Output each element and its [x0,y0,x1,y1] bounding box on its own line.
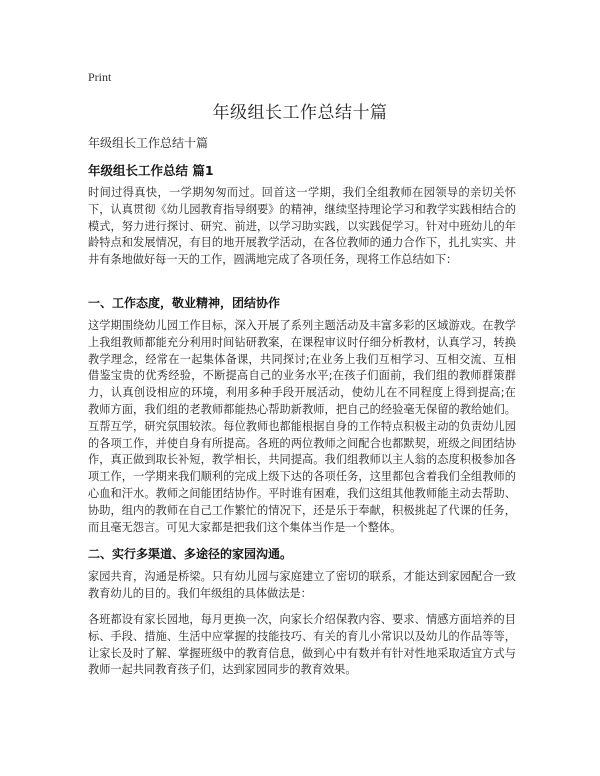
print-label[interactable]: Print [88,70,112,84]
section-title: 年级组长工作总结 篇1 [88,163,214,178]
home-communication-paragraph: 家园共育，沟通是桥梁。只有幼儿园与家庭建立了密切的联系，才能达到家园配合一致教育幼儿的目的。我们年级组的具体做法是： [88,570,516,600]
heading-home-communication: 二、实行多渠道、多途径的家园沟通。 [88,547,293,561]
parent-board-paragraph: 各班都设有家长园地，每月更换一次，向家长介绍保教内容、要求、情感方面培养的目标、手段、措施、生活中应掌握的技能技巧、有关的育儿小常识以及幼儿的作品等等，让家长及时了解、掌握班级中的教育信息，做到心中有数并有针对性地采取适宜方式与教师一起共同教育孩子们，达到家园同步的教育效果。 [88,613,516,677]
heading-work-attitude: 一、工作态度，敬业精神，团结协作 [88,296,281,310]
work-attitude-paragraph: 这学期围绕幼儿园工作目标，深入开展了系列主题活动及丰富多彩的区域游戏。在教学上我组教师都能充分利用时间钻研教案，在课程审议时仔细分析教材，认真学习，转换教学理念，经常在一起集体备课，共同探讨;在业务上我们互相学习、互相交流、互相借鉴宝贵的优秀经验，不断提高自己的业务水平;在孩子们面前，我们组的教师群策群力，认真创设相应的环境，利用多种手段开展活动，使幼儿在不同程度上得到提高;在教师方面，我们组的老教师都能热心帮助新教师，把自己的经验毫无保留的教给她们。互帮互学，研究氛围较浓。每位教师也都能根据自身的工作特点积极主动的负责幼儿园的各项工作，并使自身有所提高。各班的两位教师之间配合也都默契，班级之间团结协作，真正做到取长补短，教学相长，共同提高。我们组教师以主人翁的态度积极参加各项工作，一学期来我们顺利的完成上级下达的各项任务，这里都包含着我们全组教师的心血和汗水。教师之间能团结协作。平时谁有困难，我们这组其他教师能主动去帮助、协助，组内的教师在自己工作繁忙的情况下，还是乐于奉献，积极挑起了代课的任务，而且毫无怨言。可见大家都是把我们这个集体当作是一个整体。 [88,319,516,534]
document-title: 年级组长工作总结十篇 [212,103,388,123]
intro-paragraph: 时间过得真快，一学期匆匆而过。回首这一学期，我们全组教师在园领导的亲切关怀下，认真贯彻《幼儿园教育指导纲要》的精神，继续坚持理论学习和教学实践相结合的模式，努力进行探讨、研究、前进，以学习助实践，以实践促学习。针对中班幼儿的年龄特点和发展情况，有目的地开展教学活动，在各位教师的通力合作下，扎扎实实、井井有条地做好每一天的工作，圆满地完成了各项任务，现将工作总结如下： [88,186,516,267]
document-subtitle: 年级组长工作总结十篇 [88,136,209,150]
